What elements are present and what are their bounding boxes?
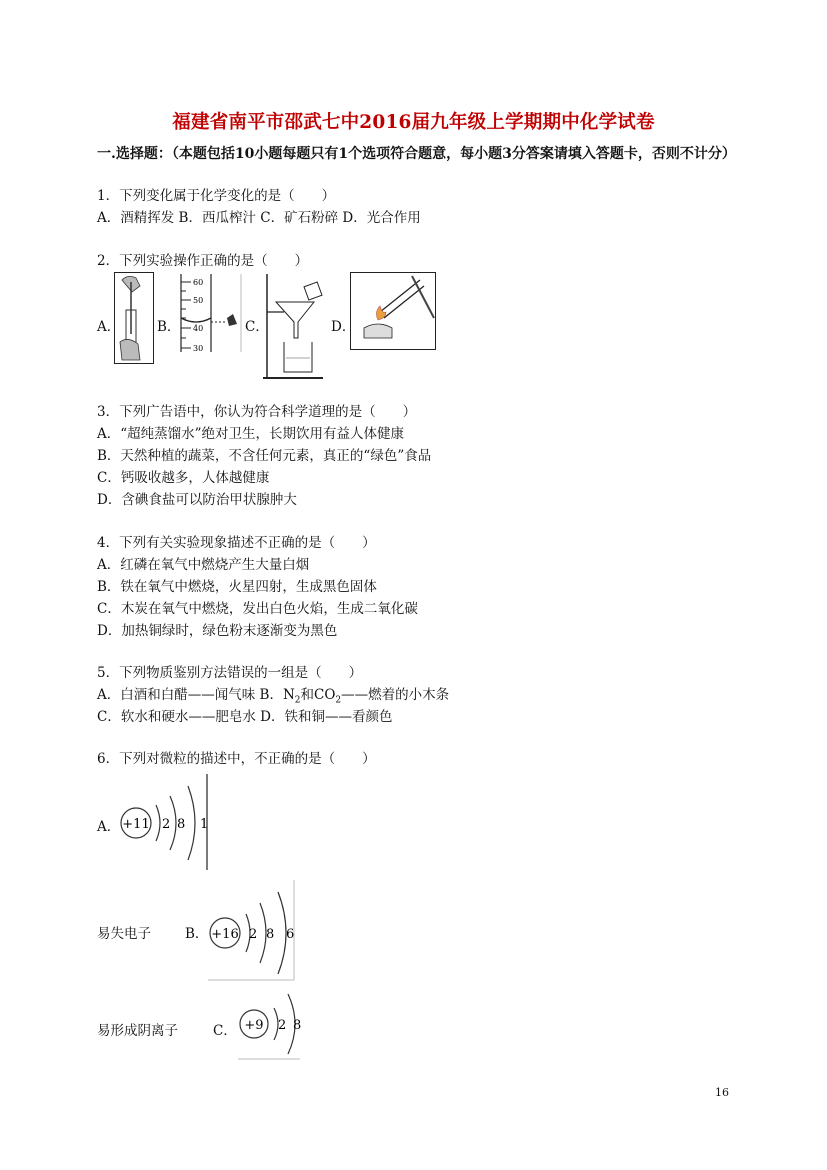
atom-a-shell-1: 2 [162, 817, 171, 832]
q6-b-caption: 易失电子 [97, 926, 151, 942]
atom-b-shell-1: 2 [249, 927, 258, 942]
atom-b-shell-3: 6 [286, 927, 295, 942]
page-number: 16 [715, 1086, 729, 1099]
q2-label-b: B． [157, 319, 181, 335]
atom-a-shell-2: 8 [177, 817, 186, 832]
q3-stem: 3．下列广告语中，你认为符合科学道理的是（ ） [97, 404, 417, 420]
exam-title: 福建省南平市邵武七中2016届九年级上学期期中化学试卷 [172, 112, 655, 133]
atom-b-nucleus: +16 [211, 927, 239, 942]
n2-subscript: 2 [294, 695, 301, 706]
tick-60: 60 [193, 278, 204, 287]
q4-option-b: B．铁在氧气中燃烧，火星四射，生成黑色固体 [97, 579, 377, 595]
section-heading: 一.选择题：（本题包括10小题每题只有1个选项符合题意，每小题3分答案请填入答题卡，否则不计分） [97, 146, 736, 162]
atom-a-shell-3: 1 [200, 817, 209, 832]
co2-subscript: 2 [335, 695, 342, 706]
tick-50: 50 [193, 296, 204, 305]
q2-label-d: D． [331, 319, 356, 335]
q6-label-a: A． [97, 819, 121, 835]
q3-option-d: D．含碘食盐可以防治甲状腺肿大 [97, 492, 297, 508]
q1-options: A．酒精挥发 B．西瓜榨汁 C．矿石粉碎 D．光合作用 [97, 210, 421, 226]
filtration-figure [262, 272, 324, 380]
tick-40: 40 [193, 324, 204, 333]
q5-row1-end: ——燃着的小木条 [341, 687, 450, 703]
q2-stem: 2．下列实验操作正确的是（ ） [97, 253, 309, 269]
q5-options-row2: C．软水和硬水——肥皂水 D．铁和铜——看颜色 [97, 709, 393, 725]
q3-option-c: C．钙吸收越多，人体越健康 [97, 470, 270, 486]
q6-label-c: C． [213, 1023, 237, 1039]
q4-option-d: D．加热铜绿时，绿色粉末逐渐变为黑色 [97, 623, 338, 639]
q4-stem: 4．下列有关实验现象描述不正确的是（ ） [97, 535, 376, 551]
atom-b-shell-2: 8 [266, 927, 275, 942]
q5-row1-mid: 和CO [300, 687, 336, 703]
atom-c-nucleus: +9 [244, 1018, 264, 1033]
heating-tube-figure [350, 272, 436, 350]
q6-label-b: B． [185, 926, 209, 942]
graduated-cylinder-figure [175, 272, 243, 354]
atom-diagram-b [204, 878, 300, 982]
atom-a-nucleus: +11 [122, 817, 150, 832]
q1-stem: 1．下列变化属于化学变化的是（ ） [97, 188, 336, 204]
q6-c-caption: 易形成阴离子 [97, 1023, 178, 1039]
dropper-figure [114, 272, 154, 364]
tick-30: 30 [193, 344, 204, 353]
q4-option-c: C．木炭在氧气中燃烧，发出白色火焰，生成二氧化碳 [97, 601, 418, 617]
q6-stem: 6．下列对微粒的描述中，不正确的是（ ） [97, 751, 376, 767]
q5-row1-a: A．白酒和白醋——闻气味 B．N [97, 687, 295, 703]
q5-stem: 5．下列物质鉴别方法错误的一组是（ ） [97, 665, 363, 681]
q3-option-b: B．天然种植的蔬菜，不含任何元素，真正的“绿色”食品 [97, 448, 432, 464]
q2-label-c: C． [245, 319, 269, 335]
atom-diagram-a [116, 772, 216, 872]
q4-option-a: A．红磷在氧气中燃烧产生大量白烟 [97, 557, 310, 573]
q3-option-a: A．“超纯蒸馏水”绝对卫生，长期饮用有益人体健康 [97, 426, 405, 442]
q2-label-a: A． [97, 319, 121, 335]
atom-diagram-c [234, 986, 304, 1062]
atom-c-shell-2: 8 [293, 1018, 302, 1033]
atom-c-shell-1: 2 [278, 1018, 287, 1033]
